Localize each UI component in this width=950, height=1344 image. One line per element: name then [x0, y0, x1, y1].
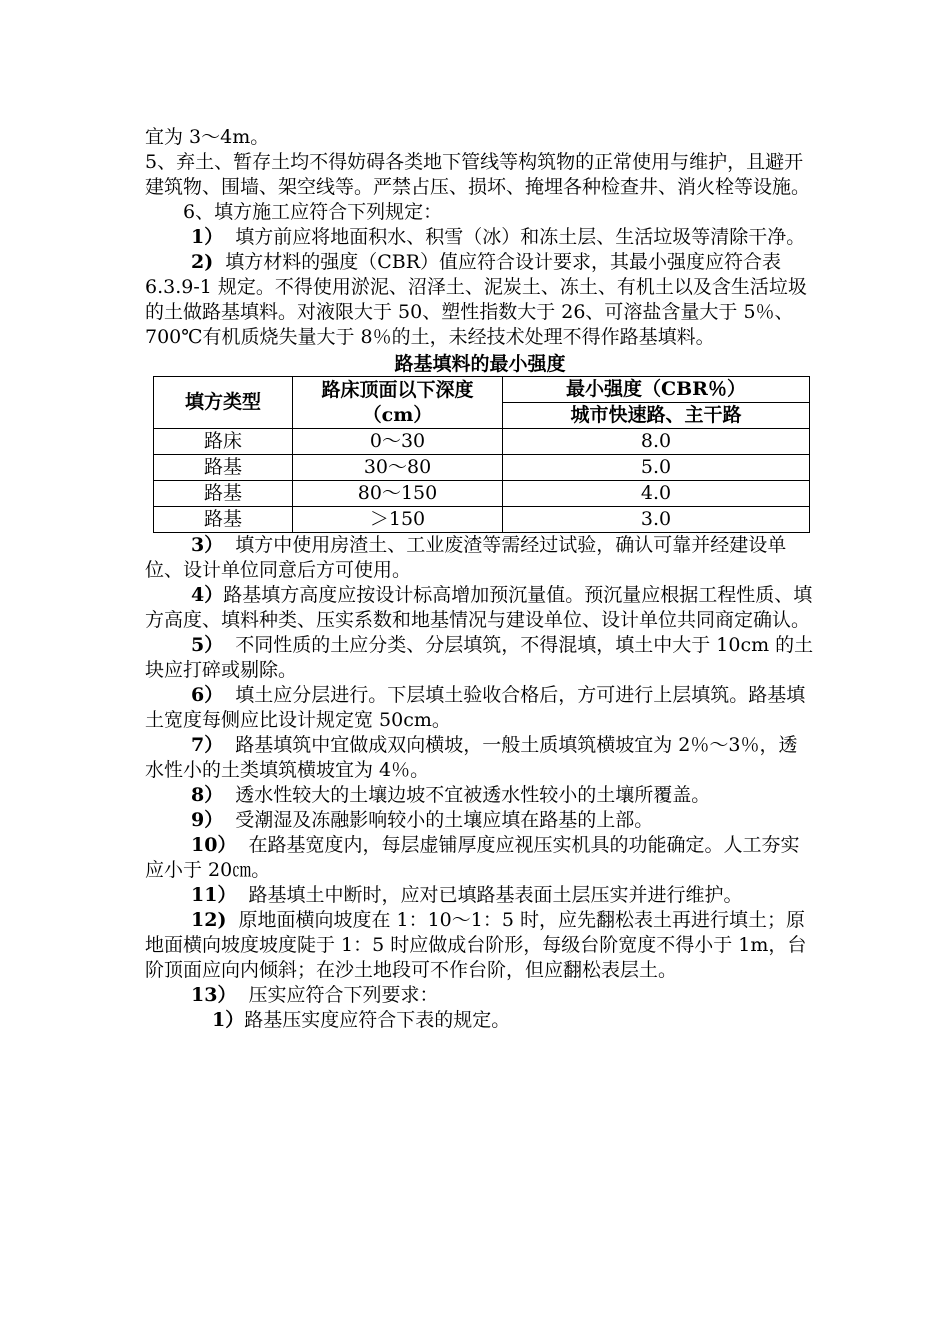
item-text: 填土应分层进行。下层填土验收合格后，方可进行上层填筑。路基填土宽度每侧应比设计规定宽 50cm。: [145, 684, 806, 731]
item-6: [145, 683, 815, 733]
item-number: 10）: [191, 834, 237, 856]
item-number: 2): [191, 251, 214, 273]
min-strength-table: [153, 376, 810, 533]
cell-cbr: 4.0: [503, 481, 810, 507]
item-number: 12): [191, 909, 227, 931]
sub-item-1: [145, 1008, 815, 1033]
item-number: 6）: [191, 684, 224, 706]
cell-type: 路基: [154, 455, 293, 481]
cell-depth: 30～80: [293, 455, 503, 481]
item-7: [145, 733, 815, 783]
cell-depth: ＞150: [293, 507, 503, 533]
item-8: [145, 783, 815, 808]
table-header-row: [154, 377, 810, 403]
item-number: 4）: [191, 584, 224, 606]
table-row: [154, 455, 810, 481]
item-3: [145, 533, 815, 583]
table-title: 路基填料的最小强度: [394, 353, 566, 375]
paragraph-6: 6、填方施工应符合下列规定：: [183, 201, 443, 223]
item-number: 11）: [191, 884, 237, 906]
item-text: 路基填方高度应按设计标高增加预沉量值。预沉量应根据工程性质、填方高度、填料种类、压实系数和地基情况与建设单位、设计单位共同商定确认。: [145, 584, 813, 631]
cell-type: 路床: [154, 429, 293, 455]
item-13: [145, 983, 815, 1008]
item-text: 不同性质的土应分类、分层填筑，不得混填，填土中大于 10cm 的土块应打碎或剔除。: [145, 634, 814, 681]
paragraph-intro-end: 宜为 3～4m。: [145, 126, 270, 148]
item-text: 填方前应将地面积水、积雪（冰）和冻土层、生活垃圾等清除干净。: [235, 226, 806, 248]
header-road-class: 城市快速路、主干路: [503, 403, 810, 429]
item-1: [145, 225, 815, 250]
item-number: 13）: [191, 984, 237, 1006]
item-text: 透水性较大的土壤边坡不宜被透水性较小的土壤所覆盖。: [235, 784, 711, 806]
cell-cbr: 3.0: [503, 507, 810, 533]
cell-depth: 0～30: [293, 429, 503, 455]
cell-depth: 80～150: [293, 481, 503, 507]
item-text: 路基填土中断时，应对已填路基表面土层压实并进行维护。: [248, 884, 743, 906]
item-text: 填方材料的强度（CBR）值应符合设计要求，其最小强度应符合表 6.3.9-1 规定。不得使用淤泥、沼泽土、泥炭土、冻土、有机土以及含生活垃圾的土做路基填料。对液限大于 50、塑性指数大于 26、可溶盐含量大于 5％、700℃有机质烧失量大于 8％的土，未经技术处理不得作路基填料。: [145, 251, 807, 348]
header-min-strength: 最小强度（CBR％）: [503, 377, 810, 403]
item-2: [145, 250, 815, 350]
item-9: [145, 808, 815, 833]
paragraph-5: 5、弃土、暂存土均不得妨碍各类地下管线等构筑物的正常使用与维护，且避开建筑物、围墙、架空线等。严禁占压、损坏、掩埋各种检查井、消火栓等设施。: [145, 151, 811, 198]
item-10: [145, 833, 815, 883]
item-number: 8）: [191, 784, 224, 806]
item-text: 在路基宽度内，每层虚铺厚度应视压实机具的功能确定。人工夯实应小于 20㎝。: [145, 834, 800, 881]
item-text: 路基压实度应符合下表的规定。: [244, 1009, 511, 1031]
cell-type: 路基: [154, 481, 293, 507]
item-12: [145, 908, 815, 983]
header-fill-type: 填方类型: [154, 377, 293, 429]
item-11: [145, 883, 815, 908]
cell-cbr: 8.0: [503, 429, 810, 455]
header-depth: 路床顶面以下深度（cm）: [293, 377, 503, 429]
cell-type: 路基: [154, 507, 293, 533]
item-number: 3）: [191, 534, 224, 556]
item-text: 填方中使用房渣土、工业废渣等需经过试验，确认可靠并经建设单位、设计单位同意后方可使用。: [145, 534, 787, 581]
item-text: 原地面横向坡度在 1：10～1：5 时，应先翻松表土再进行填土；原地面横向坡度坡度陡于 1：5 时应做成台阶形，每级台阶宽度不得小于 1m，台阶顶面应向内倾斜；在沙土地段可不作台阶，但应翻松表层土。: [145, 909, 807, 981]
item-5: [145, 633, 815, 683]
table-row: [154, 481, 810, 507]
item-number: 1）: [212, 1009, 245, 1031]
item-4: [145, 583, 815, 633]
item-number: 5）: [191, 634, 224, 656]
item-number: 9）: [191, 809, 224, 831]
item-text: 压实应符合下列要求：: [248, 984, 439, 1006]
table-row: [154, 429, 810, 455]
item-text: 路基填筑中宜做成双向横坡，一般土质填筑横坡宜为 2％～3％，透水性小的土类填筑横坡宜为 4％。: [145, 734, 798, 781]
item-number: 1）: [191, 226, 224, 248]
item-number: 7）: [191, 734, 224, 756]
cell-cbr: 5.0: [503, 455, 810, 481]
table-row: [154, 507, 810, 533]
item-text: 受潮湿及冻融影响较小的土壤应填在路基的上部。: [235, 809, 654, 831]
document-page: [145, 125, 815, 1033]
